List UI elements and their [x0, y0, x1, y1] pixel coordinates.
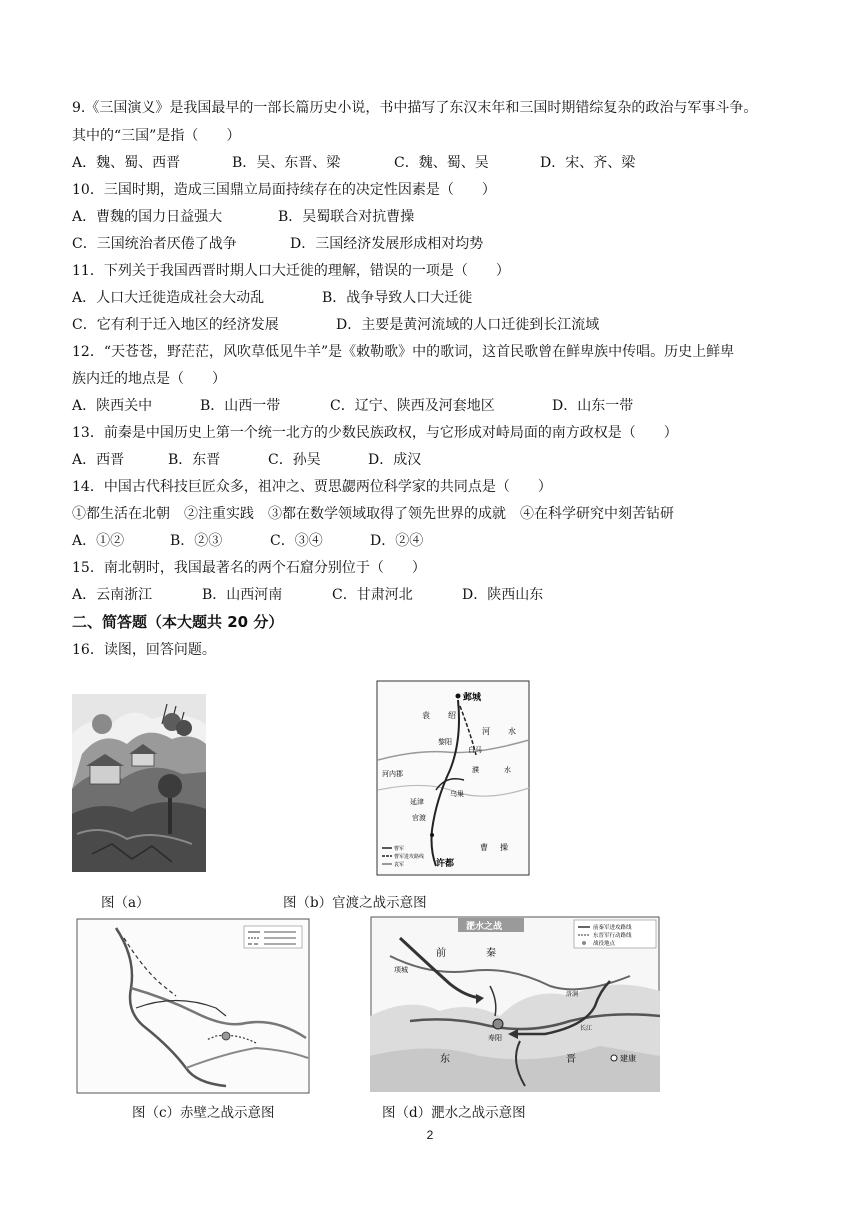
map-b-legend-0: 曹军 — [394, 846, 405, 852]
figure-c-chibi-map — [76, 918, 310, 1094]
q15-stem: 15．南北朝时，我国最著名的两个石窟分别位于（ ） — [72, 560, 426, 576]
q9-stem-line2: 其中的“三国”是指（ ） — [72, 128, 241, 144]
q10-options-row2 — [72, 234, 483, 254]
map-b-label-shui: 水 — [508, 727, 516, 736]
q10-option-b[interactable]: B．吴蜀联合对抗曹操 — [278, 209, 415, 225]
figure-c-caption: 图（c）赤壁之战示意图 — [132, 1105, 275, 1121]
q10-option-d[interactable]: D．三国经济发展形成相对均势 — [290, 236, 484, 252]
q13-stem: 13．前秦是中国历史上第一个统一北方的少数民族政权，与它形成对峙局面的南方政权是（ ） — [72, 425, 678, 441]
q9-option-a[interactable]: A．魏、蜀、西晋 — [72, 155, 181, 171]
section-2-title: 二、简答题（本大题共 20 分） — [72, 613, 284, 631]
q9-options — [72, 153, 635, 173]
map-b-label-baima: 白马 — [468, 746, 482, 754]
q12-option-c[interactable]: C．辽宁、陕西及河套地区 — [330, 398, 495, 414]
q9-option-c[interactable]: C．魏、蜀、吴 — [394, 155, 489, 171]
map-d-label-qian: 前 — [436, 948, 446, 959]
guandu-map-image — [376, 680, 530, 876]
q11-option-a[interactable]: A．人口大迁徙造成社会大动乱 — [72, 290, 265, 306]
q9-option-b[interactable]: B．吴、东晋、梁 — [232, 155, 341, 171]
map-d-label-qin: 秦 — [486, 948, 496, 959]
map-b-label-shao: 绍 — [448, 711, 456, 720]
map-b-legend-1: 曹军进攻路线 — [394, 854, 425, 860]
map-d-label-changjiang: 长江 — [580, 1025, 593, 1032]
q15-option-a[interactable]: A．云南浙江 — [72, 587, 153, 603]
map-d-legend-2: 战役地点 — [593, 941, 616, 947]
q10-option-a[interactable]: A．曹魏的国力日益强大 — [72, 209, 223, 225]
q14-option-d[interactable]: D．②④ — [370, 533, 424, 549]
map-b-label-yecheng: 邺城 — [463, 693, 482, 703]
q10-options-row1 — [72, 207, 414, 227]
map-b-label-xudu: 许都 — [436, 859, 455, 869]
q15-option-b[interactable]: B．山西河南 — [202, 587, 283, 603]
q11-stem: 11．下列关于我国西晋时期人口大迁徙的理解，错误的一项是（ ） — [72, 263, 510, 279]
q12-options — [72, 396, 633, 416]
figure-d-caption: 图（d）淝水之战示意图 — [382, 1105, 526, 1121]
q15-option-d[interactable]: D．陕西山东 — [462, 587, 544, 603]
q11-option-b[interactable]: B．战争导致人口大迁徙 — [322, 290, 473, 306]
q13-option-c[interactable]: C．孙吴 — [268, 452, 321, 468]
q9-stem-line1: 9.《三国演义》是我国最早的一部长篇历史小说，书中描写了东汉末年和三国时期错综复杂的政治与军事斗争。 — [72, 100, 758, 116]
q14-option-b[interactable]: B．②③ — [170, 533, 223, 549]
q14-stem: 14．中国古代科技巨匠众多，祖冲之、贾思勰两位科学家的共同点是（ ） — [72, 479, 552, 495]
q14-option-a[interactable]: A．①② — [72, 533, 125, 549]
map-b-label-guandu: 官渡 — [412, 814, 426, 822]
chibi-map-image — [76, 918, 310, 1094]
q11-option-d[interactable]: D．主要是黄河流域的人口迁徙到长江流域 — [336, 317, 600, 333]
q13-option-b[interactable]: B．东晋 — [168, 452, 221, 468]
q14-option-c[interactable]: C．③④ — [270, 533, 323, 549]
q13-option-d[interactable]: D．成汉 — [368, 452, 422, 468]
map-b-label-yanjin: 延津 — [410, 798, 424, 806]
figure-b-caption: 图（b）官渡之战示意图 — [283, 895, 427, 911]
map-b-label-pu: 濮 — [472, 766, 479, 774]
map-d-legend-1: 东晋军行动路线 — [593, 933, 632, 939]
map-d-label-dong: 东 — [440, 1054, 450, 1065]
q11-options-row1 — [72, 288, 472, 308]
map-d-label-jin: 晋 — [566, 1054, 576, 1065]
q16-stem: 16．读图，回答问题。 — [72, 642, 216, 658]
map-b-label-cao: 曹 — [480, 843, 488, 852]
q13-options — [72, 450, 421, 470]
map-d-label-xiangcheng: 项城 — [394, 966, 408, 974]
figure-d-feishui-map — [370, 916, 660, 1092]
q12-option-d[interactable]: D．山东一带 — [552, 398, 634, 414]
map-b-label-shui2: 水 — [504, 766, 511, 774]
q14-options — [72, 531, 423, 551]
map-d-label-luojian: 洛涧 — [566, 991, 579, 998]
map-d-legend-0: 前秦军进攻路线 — [593, 925, 632, 931]
q13-option-a[interactable]: A．西晋 — [72, 452, 125, 468]
map-b-label-caocao: 操 — [500, 843, 508, 852]
map-b-label-liyang: 黎阳 — [438, 738, 452, 746]
q10-stem: 10．三国时期，造成三国鼎立局面持续存在的决定性因素是（ ） — [72, 182, 496, 198]
map-d-label-shouyang: 寿阳 — [488, 1034, 502, 1042]
map-b-label-yuan: 袁 — [422, 711, 430, 720]
q15-option-c[interactable]: C．甘肃河北 — [332, 587, 413, 603]
q12-stem-line2: 族内迁的地点是（ ） — [72, 371, 226, 387]
map-d-title: 淝水之战 — [466, 922, 503, 932]
figure-a-caption: 图（a） — [101, 895, 150, 911]
q10-option-c[interactable]: C．三国统治者厌倦了战争 — [72, 236, 237, 252]
figure-a-painting — [72, 694, 206, 872]
figure-b-guandu-map — [376, 680, 530, 876]
map-b-legend-2: 袁军 — [394, 862, 405, 868]
map-b-label-wuchao: 乌巢 — [450, 790, 464, 798]
map-d-label-jiankang: 建康 — [620, 1054, 636, 1063]
q11-option-c[interactable]: C．它有利于迁入地区的经济发展 — [72, 317, 279, 333]
q12-option-b[interactable]: B．山西一带 — [200, 398, 281, 414]
landscape-painting-image — [72, 694, 206, 872]
q12-option-a[interactable]: A．陕西关中 — [72, 398, 153, 414]
q12-stem-line1: 12．“天苍苍，野茫茫，风吹草低见牛羊”是《敕勒歌》中的歌词，这首民歌曾在鲜卑族中传唱。历史上鲜卑 — [72, 344, 735, 360]
page-number: 2 — [426, 1128, 434, 1142]
q9-option-d[interactable]: D．宋、齐、梁 — [540, 155, 636, 171]
map-b-label-henei: 河内郡 — [382, 770, 403, 778]
map-b-label-he: 河 — [482, 727, 490, 736]
q14-items: ①都生活在北朝 ②注重实践 ③都在数学领域取得了领先世界的成就 ④在科学研究中刻苦钻研 — [72, 506, 674, 522]
q11-options-row2 — [72, 315, 599, 335]
feishui-map-image — [370, 916, 660, 1092]
q15-options — [72, 585, 543, 605]
